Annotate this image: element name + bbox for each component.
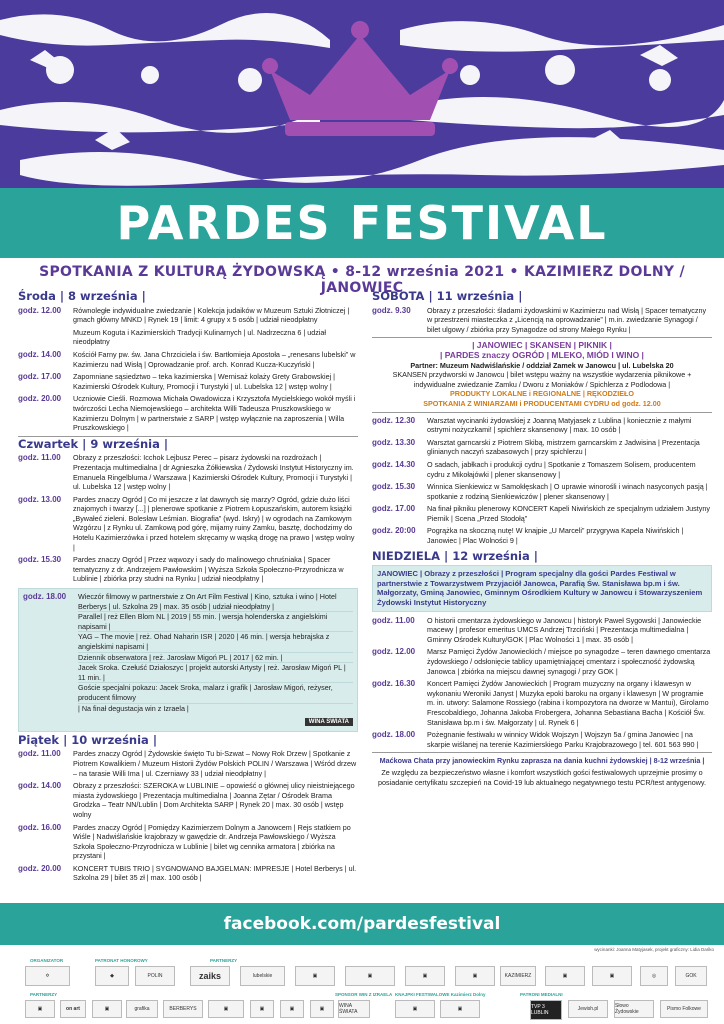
event-time: godz. 11.00 bbox=[372, 615, 415, 625]
event-item bbox=[372, 438, 712, 457]
day-header-thursday: Czwartek | 9 września | bbox=[18, 436, 169, 451]
pub-logo: ▣ bbox=[395, 1000, 435, 1018]
mackowa-chata-note: Maćkowa Chata przy janowieckim Rynku zaprasza na dania kuchni żydowskiej | 8-12 września | bbox=[379, 756, 705, 766]
papercut-art bbox=[0, 0, 724, 188]
event-description: Pardes znaczy Ogród | Przez wąwozy i sady do malinowego chruśniaka | Spacer tematyczny z dr. Andrzejem Pawłowskim | Wyższa Szkoła Społeczno-Przyrodnicza w Lublinie | zbiórka przy studni na Rynku | udział nieodpłatny | bbox=[73, 555, 344, 584]
event-time: godz. 13.30 bbox=[372, 437, 416, 447]
label-partners-2: PARTNERZY bbox=[30, 992, 58, 997]
event-time: godz. 17.00 bbox=[18, 372, 62, 382]
covid-note: Ze względu za bezpieczeństwo własne i komfort wszystkich gości festiwalowych uprzejmie prosimy o posiadanie certyfikatu szczepień na Covid-19 lub aktualnego negatywnego testu PCR/test antygenowy. bbox=[378, 767, 706, 787]
partner-logo: ▣ bbox=[92, 1000, 122, 1018]
event-description: Pożegnanie festiwalu w winnicy Widok Wojszyn | Wojszyn 5a / gmina Janowiec | na skarpie wiślanej na terenie Kazimierskiego Parku Krajobrazowego | tel. 601 563 990 | bbox=[427, 730, 699, 749]
event-time: godz. 12.00 bbox=[18, 305, 62, 315]
event-time: godz. 11.00 bbox=[18, 749, 61, 759]
event-item bbox=[372, 504, 712, 523]
event-time: godz. 15.30 bbox=[18, 555, 62, 565]
event-item bbox=[18, 749, 358, 778]
film-line: Dziennik obserwatora | reż. Jarosław Migoń PL | 2017 | 62 min. | bbox=[78, 652, 353, 663]
event-item bbox=[18, 394, 358, 432]
picnic-partner: Partner: Muzeum Nadwiślańskie / oddział Zamek w Janowcu | ul. Lubelska 20 bbox=[410, 360, 674, 370]
partner-logo: ▣ bbox=[310, 1000, 334, 1018]
event-description: O historii cmentarza żydowskiego w Janowcu | historyk Paweł Sygowski | Janowieckie macewy | profesor emeritus UMCS Andrzej Trzciński | Prezentacja multimedialna | Gminny Ośrodek Kultury/GOK | Plac Wolności 1 | max. 35 osób | bbox=[427, 615, 702, 644]
film-line: YAG – The movie | reż. Ohad Naharin ISR | 2020 | 46 min. | wersja hebrajska z angielskimi napisami | bbox=[78, 631, 353, 651]
sunday-janowiec-box: JANOWIEC | Obrazy z przeszłości | Program specjalny dla gości Pardes Festiwal w partnerstwie z Towarzystwem Przyjaciół Janowca, Parafią Św. Stanisława bp.m i św. Małgorzaty, Gminą Janowiec, Gminnym Ośrodkiem Kultury w Janowcu i Stowarzyszeniem Żydowski Instytut Historyczny bbox=[372, 565, 712, 611]
janowiec-picnic-info bbox=[372, 341, 712, 408]
event-description: Zapomniane sąsiedztwo – teka kazimierska | Wernisaż kolaży Grety Grabowskiej | Kazimierski Ośrodek Kultury, Promocji i Turystyki | ul. Lubelska 12 | wstęp wolny | bbox=[73, 372, 336, 391]
film-details bbox=[78, 592, 353, 713]
event-description: Uczniowie Cieśli. Rozmowa Michała Owadowicza i Krzysztofa Mycielskiego wokół myśli i twórczości Lecha Niemojewskiego – architekta Willi Tadeusza Pruszkowskiego w Kazimierzu Dolnym | w partnerstwie z SARP | wstęp wyłącznie na zaproszenia | Willa Pruszkowskiego | bbox=[73, 394, 356, 433]
event-item bbox=[18, 864, 358, 883]
logo-berberys: BERBERYS bbox=[163, 1000, 203, 1018]
logo-jewish-pl: Jewish.pl bbox=[568, 1000, 608, 1018]
event-item bbox=[18, 306, 358, 325]
right-column bbox=[372, 290, 712, 787]
divider bbox=[372, 412, 712, 413]
film-line: | Na finał degustacja win z Izraela | bbox=[78, 703, 353, 714]
logo-tvp3: TVP 3 LUBLIN bbox=[530, 1000, 562, 1020]
facebook-link[interactable]: facebook.com/pardesfestival bbox=[223, 914, 501, 934]
event-item bbox=[372, 679, 712, 727]
event-description: Obrazy z przeszłości: Icchok Lejbusz Perec – pisarz żydowski na rozdrożach | Prezentacja multimedialna | dr Agnieszka Żółkiewska / Żydowski Instytut Historyczny im. Emanuela Ringelbluma / Warszawa | Kazimierski Ośrodek Kultury, Promocji i Turystyki | ul. Lubelska 12 | wstęp wolny | bbox=[73, 453, 354, 492]
sunday-events bbox=[372, 616, 712, 750]
event-time: godz. 18.00 bbox=[372, 730, 416, 740]
event-item bbox=[372, 460, 712, 479]
event-item bbox=[18, 555, 358, 584]
event-time: godz. 20.00 bbox=[18, 863, 62, 873]
label-festival-pubs: KNAJPKI FESTIWALOWE Kazimierz Dolny bbox=[395, 992, 486, 997]
logo-grafika: grafika bbox=[126, 1000, 158, 1018]
event-time: godz. 11.00 bbox=[18, 453, 61, 463]
wednesday-events bbox=[18, 306, 358, 433]
wina-swiata-logo: WINA ŚWIATA bbox=[305, 718, 353, 726]
credits: wycinanki: Joanna Matyjasek, projekt graficzny: Lidia Dańko bbox=[594, 947, 714, 952]
film-line: Wieczór filmowy w partnerstwie z On Art Film Festival | Kino, sztuka i wino | Hotel Berberys | ul. Szkolna 29 | max. 35 osób | udział nieodpłatny | bbox=[78, 592, 337, 611]
event-time: godz. 13.00 bbox=[18, 494, 62, 504]
event-description: Obrazy z przeszłości: śladami żydowskimi w Kazimierzu nad Wisłą | Spacer tematyczny w przestrzeni miasteczka z „Licencją na oprowadzanie” | m.in. zwiedzanie Synagogi / bilet ulgowy / zbiórka przy Synagodze od strony Małego Rynku | bbox=[427, 305, 707, 334]
thursday-events bbox=[18, 453, 358, 584]
event-description: Warsztat garncarski z Piotrem Skibą, mistrzem garncarskim z Jadwisina | Prezentacja glinianych naczyń szabasowych | przy spichlerzu | bbox=[427, 437, 700, 457]
label-honorary: PATRONAT HONOROWY bbox=[95, 958, 148, 963]
event-description: O sadach, jabłkach i produkcji cydru | Spotkanie z Tomaszem Solisem, producentem cydru z Mikołajówki | plener skansenowy | bbox=[427, 459, 696, 479]
organizer-logo: ✡ bbox=[25, 966, 70, 986]
facebook-band bbox=[0, 903, 724, 945]
honorary-logo: ◆ bbox=[95, 966, 129, 986]
logo-onart: on art bbox=[60, 1000, 86, 1018]
divider bbox=[372, 752, 712, 753]
left-column bbox=[18, 290, 358, 886]
event-item bbox=[372, 416, 712, 435]
pub-logo: ▣ bbox=[440, 1000, 480, 1018]
event-item bbox=[372, 306, 712, 335]
event-time: godz. 16.30 bbox=[372, 679, 416, 689]
partner-logo: ▣ bbox=[25, 1000, 55, 1018]
day-header-friday: Piątek | 10 września | bbox=[18, 732, 158, 747]
event-description: Pardes znaczy Ogród | Co mi jeszcze z lat dawnych się marzy? Ogród, gdzie dużo liści znajomych i twarzy [...] | plenerowe spotkanie z Piotrem Łopuszańskim, autorem książki „Bywałeć zieleni. Bolesław Leśmian. Biografia” (wyd. Iskry) | w ogrodach na Zamkowym Wzgórzu | z Rynku ul. Zamkową pod górę, mijamy ruiny Zamku, basztę, dochodzimy do Hotelu Kazimierzówka i przed hotelem skręcamy w wąską drogę na prawo | wstęp wolny | bbox=[73, 494, 355, 552]
event-item bbox=[18, 328, 358, 347]
event-time: godz. 9.30 bbox=[372, 305, 411, 315]
film-event bbox=[23, 592, 353, 713]
picnic-heading: | JANOWIEC | SKANSEN | PIKNIK | bbox=[472, 340, 612, 351]
event-item bbox=[18, 350, 358, 369]
event-time: godz. 18.00 bbox=[23, 592, 67, 602]
event-description: KONCERT TUBIS TRIO | SYGNOWANO BAJGELMAN: IMPRESJE | Hotel Berberys | ul. Szkolna 29 | bilet 35 zł | max. 100 osób | bbox=[73, 863, 357, 883]
partner-logo: ▣ bbox=[592, 966, 632, 986]
event-description: Muzeum Kogutа i Kazimierskich Tradycji Kulinarnych | ul. Nadrzeczna 6 | udział nieodpłatny bbox=[73, 327, 327, 347]
event-time: godz. 15.30 bbox=[372, 482, 416, 492]
logo-wina-swiata: WINA ŚWIATA bbox=[338, 1000, 370, 1018]
event-description: Równoległe indywidualne zwiedzanie | Kolekcja judaików w Muzeum Sztuki Złotniczej | gmach główny MNKD | Rynek 19 | limit: 4 grupy x 5 osób | udział nieodpłatny bbox=[73, 305, 350, 325]
event-item bbox=[372, 526, 712, 545]
saturday-events bbox=[372, 306, 712, 335]
event-time: godz. 14.00 bbox=[18, 781, 62, 791]
event-time bbox=[18, 328, 70, 347]
film-line: Parallel | reż Ellen Blom NL | 2019 | 55 min. | wersja holenderska z angielskimi napisami | bbox=[78, 611, 353, 631]
label-media: PATRONI MEDIALNI bbox=[520, 992, 563, 997]
partner-logo: ▣ bbox=[280, 1000, 304, 1018]
event-description: Kościół Farny pw. św. Jana Chrzciciela i św. Bartłomieja Apostoła – „renesans lubelski” w Kazimierzu nad Wisłą | Oprowadzanie prof. arch. Konrad Kucza-Kuczyński | bbox=[73, 349, 356, 369]
event-time: godz. 20.00 bbox=[18, 394, 62, 404]
event-time: godz. 12.30 bbox=[372, 415, 416, 425]
event-time: godz. 14.00 bbox=[18, 349, 62, 359]
label-wine-sponsor: SPONSOR WIN Z IZRAELA bbox=[335, 992, 393, 997]
logo-pismo-folkowe: Pismo Folkowe bbox=[660, 1000, 708, 1018]
picnic-subheading: | PARDES znaczy OGRÓD | MLEKO, MIÓD I WINO | bbox=[440, 349, 644, 360]
divider bbox=[372, 337, 712, 338]
event-time: godz. 14.30 bbox=[372, 459, 416, 469]
event-description: Pardes znaczy Ogród | Pomiędzy Kazimierzem Dolnym a Janowcem | Rejs statkiem po Wiśle | Nadwiślańskie krajobrazy w gawędzie dr. Andrzeja Pawłowskiego / Wyższa Szkoła Społeczno-Przyrodnicza w Lublinie | bilet wg cennika armatora | zbiórka na przystani | bbox=[73, 822, 351, 861]
event-time: godz. 16.00 bbox=[18, 822, 62, 832]
partner-logo: ▣ bbox=[208, 1000, 244, 1018]
logo-zaiks: zaiks bbox=[190, 966, 230, 986]
event-item bbox=[372, 482, 712, 501]
label-partners: PARTNERZY bbox=[210, 958, 238, 963]
partner-logo: ▣ bbox=[345, 966, 395, 986]
picnic-skansen: SKANSEN przydworski w Janowcu | bilet wstępu ważny na wszystkie wydarzenia piknikowe + indywidualne zwiedzanie Zamku / Dworu z Moniaków / Spichlerza z Podlodowa | bbox=[392, 370, 692, 389]
partner-logo: ▣ bbox=[250, 1000, 274, 1018]
event-item bbox=[18, 495, 358, 553]
event-description: Warsztat wycinanki żydowskiej z Joanną Matyjasek z Lublina | koniecznie z małymi ostrymi nożyczkami! | spichlerz skansenowy | max. 10 osób | bbox=[427, 415, 692, 435]
film-evening-box bbox=[18, 588, 358, 732]
friday-events bbox=[18, 749, 358, 883]
partner-logo: ▣ bbox=[295, 966, 335, 986]
day-header-saturday: SOBOTA | 11 września | bbox=[372, 289, 523, 303]
day-header-wednesday: Środa | 8 września | bbox=[18, 289, 146, 303]
event-item bbox=[18, 823, 358, 861]
festival-subtitle: SPOTKANIA Z KULTURĄ ŻYDOWSKĄ • 8-12 września 2021 • KAZIMIERZ DOLNY / JANOWIEC bbox=[39, 264, 685, 296]
film-line: Jacek Sroka. Czełuść Działoszyc | projekt autorski Artysty | reż. Jarosław Migoń PL | 11 min. | bbox=[78, 662, 353, 682]
partners-area bbox=[0, 950, 724, 1024]
logo-lubelskie: lubelskie bbox=[240, 966, 285, 986]
event-item bbox=[372, 647, 712, 676]
logo-polin: POLIN bbox=[135, 966, 175, 986]
event-description: Pogrążka na skoczną nutę! W knajpie „U Marceli” przygrywa Kapela Niwińskich | Janowiec | Plac Wolności 9 | bbox=[427, 526, 684, 546]
event-item bbox=[18, 453, 358, 491]
event-description: Marsz Pamięci Żydów Janowieckich / miejsce po synagodze – teren dawnego cmentarza żydowskiego / odsłonięcie tablicy upamiętniającej cmentarz i społeczność żydowską Janowca | zbiórka na miejscu dawnej synagogi / przy GOK | bbox=[427, 647, 711, 676]
festival-title-band bbox=[0, 188, 724, 258]
festival-title: PARDES FESTIVAL bbox=[116, 196, 608, 250]
saturday-janowiec-events bbox=[372, 416, 712, 546]
partner-logo: ▣ bbox=[455, 966, 495, 986]
hero-papercut-illustration bbox=[0, 0, 724, 188]
event-time: godz. 17.00 bbox=[372, 504, 416, 514]
event-description: Winnica Sienkiewicz w Samokłęskach | O uprawie winorośli i winach nasyconych pasją | spotkanie z rodziną Sienkiewiczów | plener skansenowy | bbox=[427, 482, 708, 501]
picnic-winemakers: SPOTKANIA Z WINIARZAMI i PRODUCENTAMI CYDRU od godz. 12.00 bbox=[423, 398, 661, 408]
event-item bbox=[18, 372, 358, 391]
event-description: Pardes znaczy Ogród | Żydowskie święto Tu bi-Szwat – Nowy Rok Drzew | Spotkanie z Piotrem Kowalikiem / Muzeum Historii Żydów Polskich POLIN / Warszawa | Wśród drzew – na tarasie Willi Ima | ul. Czerniawy 33 | udział nieodpłatny | bbox=[73, 749, 357, 778]
event-item bbox=[18, 781, 358, 819]
event-description: Na finał pikniku plenerowy KONCERT Kapeli Niwińskich ze specjalnym udziałem Justyny Piernik | Scena „Przed Stodołą” bbox=[427, 504, 710, 523]
event-time: godz. 20:00 bbox=[372, 526, 416, 536]
film-line: Goście specjalni pokazu: Jacek Sroka, malarz i grafik | Jarosław Migoń, reżyser, producent filmowy bbox=[78, 682, 353, 702]
event-item bbox=[372, 616, 712, 645]
day-header-sunday: NIEDZIELA | 12 września | bbox=[372, 548, 538, 563]
partner-logo: ◎ bbox=[640, 966, 668, 986]
logo-kazimierz: KAZIMIERZ bbox=[500, 966, 536, 986]
partner-logo: ▣ bbox=[405, 966, 445, 986]
event-description: Koncert Pamięci Żydów Janowieckich | Program muzyczny na organy i klawesyn w wykonaniu Weroniki Janyst | Muzyka epoki baroku na organy i klawesyn | W programie m. in. utwory: Salamone Rossiego (rabina i kompozytora na dworze w Mantui), Girolamo Frescobaldiego, Johanna Jakoba Frobergera, Johanna Sebastiana Bacha | Kościół Św. Stanisława bp.m i św. Małgorzaty | ul. Rynek 6 | bbox=[427, 679, 709, 727]
partner-logo: ▣ bbox=[545, 966, 585, 986]
logo-gok: GOK bbox=[675, 966, 707, 986]
picnic-products: PRODUKTY LOKALNE i REGIONALNE | RĘKODZIEŁO bbox=[450, 389, 634, 399]
event-description: Obrazy z przeszłości: SZEROKA w LUBLINIE – opowieść o głównej ulicy nieistniejącego miasta żydowskiego | Prezentacja multimedialna | Joanna Zętar / Ośrodek Brama Grodzka – Teatr NN/Lublin | Dom Architekta SARP | Rynek 20 | max. 30 osób | wstęp wolny bbox=[73, 781, 355, 819]
event-item bbox=[372, 730, 712, 749]
label-organizer: ORGANIZATOR bbox=[30, 958, 64, 963]
logo-slowo-zydowskie: Słowo Żydowskie bbox=[614, 1000, 654, 1018]
event-time: godz. 12.00 bbox=[372, 647, 416, 657]
